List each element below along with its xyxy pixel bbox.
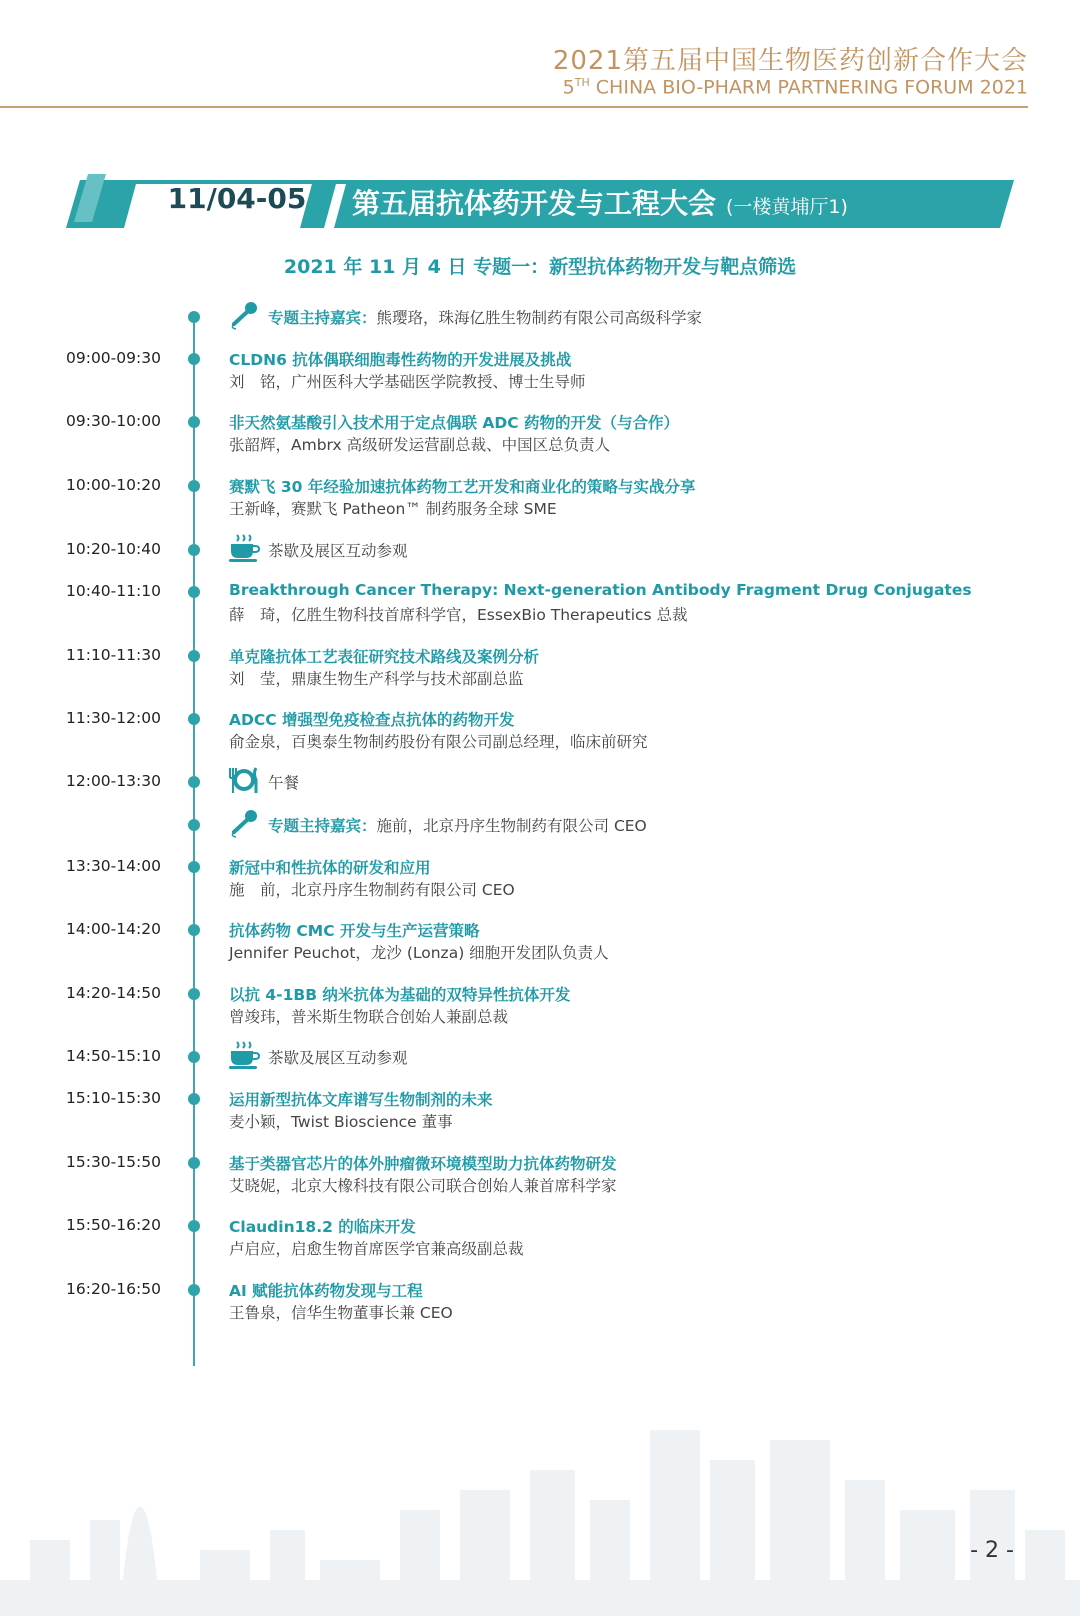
timeline-dot xyxy=(188,650,200,662)
time-slot: 16:20-16:50 xyxy=(66,1280,161,1298)
timeline-dot xyxy=(188,311,200,323)
speaker-info: 俞金泉，百奥泰生物制药股份有限公司副总经理，临床前研究 xyxy=(229,733,648,751)
host-name: 熊璎珞，珠海亿胜生物制药有限公司高级科学家 xyxy=(376,309,703,327)
session-subtitle: 2021 年 11 月 4 日 专题一：新型抗体药物开发与靶点筛选 xyxy=(283,256,797,278)
talk-title: Claudin18.2 的临床开发 xyxy=(229,1218,416,1236)
time-slot: 11:10-11:30 xyxy=(66,646,161,664)
timeline-dot xyxy=(188,544,200,556)
talk-title: 抗体药物 CMC 开发与生产运营策略 xyxy=(229,922,480,940)
host-info xyxy=(268,814,647,836)
conference-title-en: 5TH CHINA BIO-PHARM PARTNERING FORUM 2021 xyxy=(562,76,1028,99)
speaker-info: 张韶辉，Ambrx 高级研发运营副总裁、中国区总负责人 xyxy=(229,436,611,454)
banner-venue: (一楼黄埔厅1) xyxy=(726,196,848,218)
speaker-info: 薛 琦，亿胜生物科技首席科学官，EssexBio Therapeutics 总裁 xyxy=(229,606,688,624)
session-banner xyxy=(66,174,1014,228)
host-label: 专题主持嘉宾： xyxy=(268,817,377,835)
speaker-info: 施 前，北京丹序生物制药有限公司 CEO xyxy=(229,881,515,899)
talk-title: Breakthrough Cancer Therapy: Next-generation Antibody Fragment Drug Conjugates xyxy=(229,581,972,599)
microphone-icon xyxy=(228,808,260,838)
talk-title: 以抗 4-1BB 纳米抗体为基础的双特异性抗体开发 xyxy=(229,986,571,1004)
speaker-info: 麦小颖，Twist Bioscience 董事 xyxy=(229,1113,453,1131)
timeline-dot xyxy=(188,924,200,936)
time-slot: 09:00-09:30 xyxy=(66,349,161,367)
timeline-dot xyxy=(188,1220,200,1232)
talk-title: 非天然氨基酸引入技术用于定点偶联 ADC 药物的开发（与合作） xyxy=(229,414,680,432)
microphone-icon xyxy=(228,300,260,330)
speaker-info: 王新峰，赛默飞 Patheon™ 制药服务全球 SME xyxy=(229,500,557,518)
timeline-dot xyxy=(188,1051,200,1063)
host-info xyxy=(268,306,702,328)
time-slot: 14:00-14:20 xyxy=(66,920,161,938)
time-slot: 09:30-10:00 xyxy=(66,412,161,430)
talk-title: 赛默飞 30 年经验加速抗体药物工艺开发和商业化的策略与实战分享 xyxy=(229,478,696,496)
talk-title: 单克隆抗体工艺表征研究技术路线及案例分析 xyxy=(229,648,540,666)
timeline-dot xyxy=(188,988,200,1000)
speaker-info: 曾竣玮，普米斯生物联合创始人兼副总裁 xyxy=(229,1008,509,1026)
time-slot: 14:20-14:50 xyxy=(66,984,161,1002)
time-slot: 10:00-10:20 xyxy=(66,476,161,494)
timeline-dot xyxy=(188,713,200,725)
host-name: 施前，北京丹序生物制药有限公司 CEO xyxy=(376,817,647,835)
break-label: 茶歇及展区互动参观 xyxy=(268,1049,408,1067)
timeline-line xyxy=(193,316,195,1366)
talk-title: 运用新型抗体文库谱写生物制剂的未来 xyxy=(229,1091,493,1109)
speaker-info: 艾晓妮，北京大橡科技有限公司联合创始人兼首席科学家 xyxy=(229,1177,617,1195)
city-skyline xyxy=(0,1430,1080,1616)
header-divider xyxy=(0,106,1028,108)
time-slot: 11:30-12:00 xyxy=(66,709,161,727)
banner-title: 第五届抗体药开发与工程大会 (一楼黄埔厅1) xyxy=(352,187,848,220)
timeline-dot xyxy=(188,1093,200,1105)
time-slot: 15:50-16:20 xyxy=(66,1216,161,1234)
conference-title-cn: 2021第五届中国生物医药创新合作大会 xyxy=(552,46,1028,76)
time-slot: 12:00-13:30 xyxy=(66,772,161,790)
talk-title: CLDN6 抗体偶联细胞毒性药物的开发进展及挑战 xyxy=(229,351,572,369)
timeline-dot xyxy=(188,586,200,598)
time-slot: 13:30-14:00 xyxy=(66,857,161,875)
talk-title: 基于类器官芯片的体外肿瘤微环境模型助力抗体药物研发 xyxy=(229,1155,617,1173)
coffee-icon xyxy=(228,1040,260,1070)
timeline-dot xyxy=(188,416,200,428)
break-label: 茶歇及展区互动参观 xyxy=(268,542,408,560)
time-slot: 15:30-15:50 xyxy=(66,1153,161,1171)
speaker-info: Jennifer Peuchot，龙沙 (Lonza) 细胞开发团队负责人 xyxy=(229,944,609,962)
talk-title: 新冠中和性抗体的研发和应用 xyxy=(229,859,431,877)
speaker-info: 刘 铭，广州医科大学基础医学院教授、博士生导师 xyxy=(229,373,586,391)
timeline-dot xyxy=(188,861,200,873)
break-label: 午餐 xyxy=(268,774,300,792)
timeline-dot xyxy=(188,1284,200,1296)
timeline-dot xyxy=(188,1157,200,1169)
timeline-dot xyxy=(188,776,200,788)
talk-title: ADCC 增强型免疫检查点抗体的药物开发 xyxy=(229,711,515,729)
time-slot: 10:20-10:40 xyxy=(66,540,161,558)
timeline-dot xyxy=(188,353,200,365)
timeline-dot xyxy=(188,480,200,492)
time-slot: 15:10-15:30 xyxy=(66,1089,161,1107)
speaker-info: 刘 莹，鼎康生物生产科学与技术部副总监 xyxy=(229,670,524,688)
speaker-info: 王鲁泉，信华生物董事长兼 CEO xyxy=(229,1304,453,1322)
time-slot: 10:40-11:10 xyxy=(66,582,161,600)
talk-title: AI 赋能抗体药物发现与工程 xyxy=(229,1282,423,1300)
time-slot: 14:50-15:10 xyxy=(66,1047,161,1065)
timeline-dot xyxy=(188,819,200,831)
banner-date: 11/04-05 xyxy=(167,182,307,215)
host-label: 专题主持嘉宾： xyxy=(268,309,377,327)
lunch-icon xyxy=(228,765,260,795)
speaker-info: 卢启应，启愈生物首席医学官兼高级副总裁 xyxy=(229,1240,524,1258)
page-number: - 2 - xyxy=(970,1538,1014,1563)
coffee-icon xyxy=(228,533,260,563)
